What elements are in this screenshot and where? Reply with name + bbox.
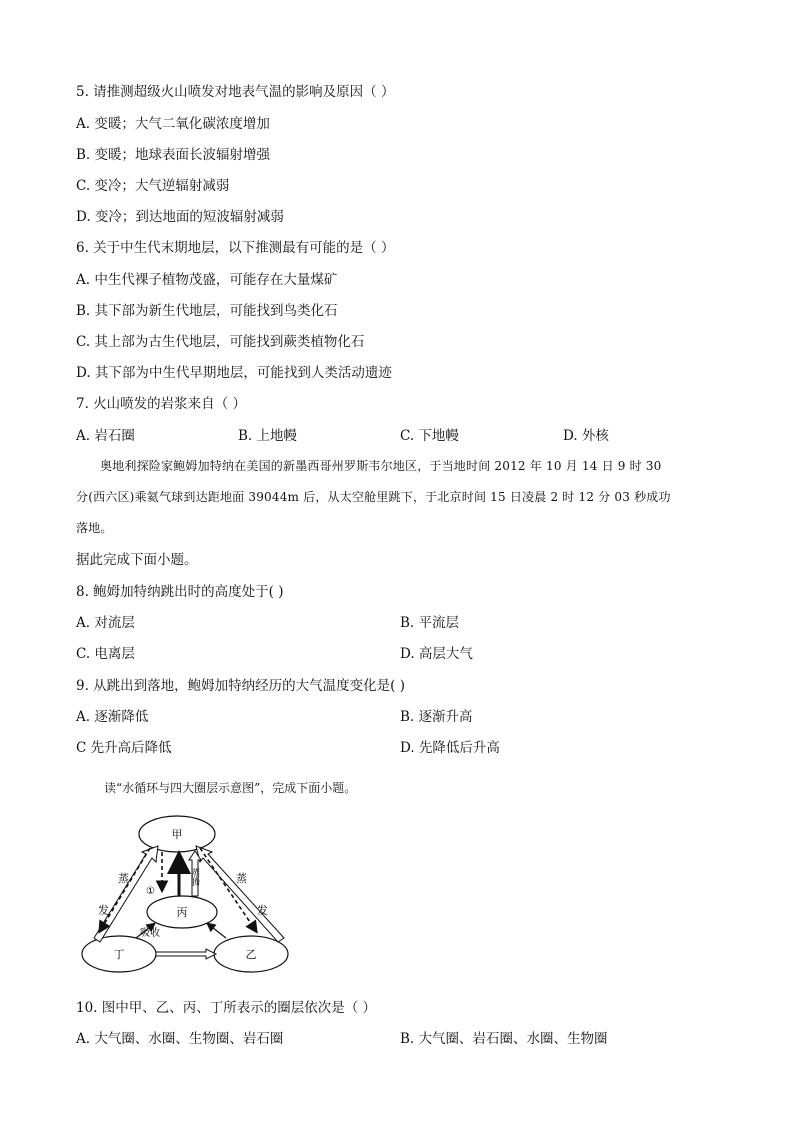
passage-line-1: 奥地利探险家鲍姆加特纳在美国的新墨西哥州罗斯韦尔地区，于当地时间 2012 年 10 月 14 日 9 时 30 bbox=[100, 459, 662, 473]
q9-option-d: D. 先降低后升高 bbox=[400, 740, 500, 756]
absorb-label: 吸收 bbox=[140, 928, 160, 939]
q6-option-d: D. 其下部为中生代早期地层，可能找到人类活动遗迹 bbox=[76, 365, 392, 381]
node-yi-label: 乙 bbox=[245, 948, 257, 961]
evap-left-char-2: 发 bbox=[98, 904, 109, 917]
node-bing-label: 丙 bbox=[176, 906, 188, 919]
q10-stem: 10. 图中甲、乙、丙、丁所表示的圈层依次是（ ） bbox=[76, 1000, 377, 1016]
node-jia-label: 甲 bbox=[171, 828, 183, 841]
q9-stem: 9. 从跳出到落地，鲍姆加特纳经历的大气温度变化是( ) bbox=[76, 678, 405, 694]
q5-option-c: C. 变冷；大气逆辐射减弱 bbox=[76, 178, 230, 194]
q7-option-a: A. 岩石圈 bbox=[76, 428, 135, 444]
ding-to-yi-arrow bbox=[156, 949, 216, 959]
instruction-2: 读“水循环与四大圈层示意图”，完成下面小题。 bbox=[104, 781, 357, 795]
water-cycle-diagram bbox=[76, 808, 306, 978]
q7-stem: 7. 火山喷发的岩浆来自（ ） bbox=[76, 396, 246, 412]
q7-option-c: C. 下地幔 bbox=[400, 428, 459, 444]
q6-stem: 6. 关于中生代末期地层，以下推测最有可能的是（ ） bbox=[76, 240, 395, 256]
q6-option-b: B. 其下部为新生代地层，可能找到鸟类化石 bbox=[76, 303, 338, 319]
q10-option-a: A. 大气圈、水圈、生物圈、岩石圈 bbox=[76, 1031, 284, 1047]
q8-option-b: B. 平流层 bbox=[400, 615, 460, 631]
q7-option-d: D. 外核 bbox=[563, 428, 609, 444]
q7-option-b: B. 上地幔 bbox=[238, 428, 298, 444]
passage bbox=[76, 451, 726, 544]
q9-option-a: A. 逐渐降低 bbox=[76, 709, 149, 725]
q6-option-a: A. 中生代裸子植物茂盛，可能存在大量煤矿 bbox=[76, 272, 338, 288]
passage-line-3: 落地。 bbox=[76, 521, 113, 535]
q5-option-d: D. 变冷；到达地面的短波辐射减弱 bbox=[76, 209, 284, 225]
transpiration-label: 蒸腾 bbox=[189, 868, 199, 886]
q8-option-c: C. 电离层 bbox=[76, 646, 135, 662]
q9-option-c: C 先升高后降低 bbox=[76, 740, 172, 756]
q9-option-b: B. 逐渐升高 bbox=[400, 709, 473, 725]
q5-option-a: A. 变暖；大气二氧化碳浓度增加 bbox=[76, 116, 270, 132]
evap-right-char-1: 蒸 bbox=[236, 872, 247, 885]
evap-right-char-2: 发 bbox=[257, 904, 268, 917]
node-ding-label: 丁 bbox=[113, 948, 125, 961]
evap-left-char-1: 蒸 bbox=[118, 872, 129, 885]
q5-option-b: B. 变暖；地球表面长波辐射增强 bbox=[76, 147, 271, 163]
q8-stem: 8. 鲍姆加特纳跳出时的高度处于( ) bbox=[76, 584, 284, 600]
passage-line-2: 分(西六区)乘氦气球到达距地面 39044m 后，从太空舱里跳下，于北京时间 15 日凌晨 2 时 12 分 03 秒成功 bbox=[76, 490, 671, 504]
q6-option-c: C. 其上部为古生代地层，可能找到蕨类植物化石 bbox=[76, 334, 365, 350]
q5-stem: 5. 请推测超级火山喷发对地表气温的影响及原因（ ） bbox=[76, 84, 395, 100]
q10-option-b: B. 大气圈、岩石圈、水圈、生物圈 bbox=[400, 1031, 608, 1047]
q8-option-d: D. 高层大气 bbox=[400, 646, 473, 662]
q8-option-a: A. 对流层 bbox=[76, 615, 135, 631]
instruction-1: 据此完成下面小题。 bbox=[76, 552, 198, 568]
circle-one-label: ① bbox=[146, 886, 155, 897]
yi-to-bing-arrow bbox=[208, 924, 226, 938]
